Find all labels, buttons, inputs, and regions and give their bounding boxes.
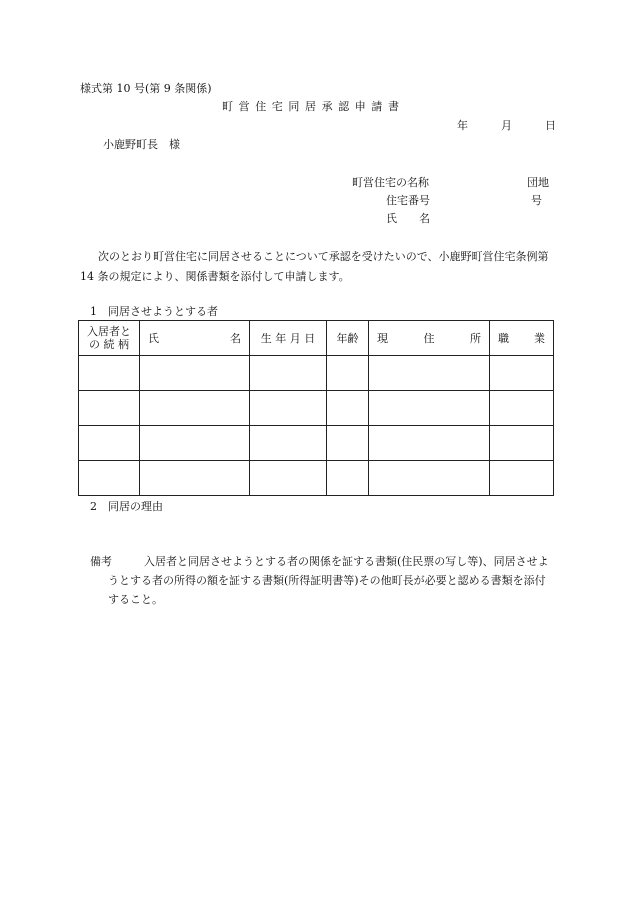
- header-address: [369, 321, 490, 356]
- cell-occupation[interactable]: [490, 391, 554, 426]
- form-number: 様式第 10 号(第 9 条関係): [80, 82, 212, 95]
- table-row: [79, 426, 554, 461]
- header-occupation-a: 職: [498, 332, 509, 345]
- addressee: 小鹿野町長 様: [103, 138, 180, 151]
- header-name-b: 名: [230, 332, 241, 345]
- header-address-a: 現: [377, 332, 388, 345]
- header-occupation-b: 業: [534, 332, 545, 345]
- cell-name[interactable]: [140, 426, 250, 461]
- cell-age[interactable]: [327, 426, 369, 461]
- date-month: 月: [501, 119, 512, 132]
- header-occupation: [490, 321, 554, 356]
- cell-name[interactable]: [140, 461, 250, 496]
- header-age: 年齢: [327, 321, 369, 356]
- cell-address[interactable]: [369, 391, 490, 426]
- housing-number-label: 住宅番号: [386, 194, 430, 207]
- cell-name[interactable]: [140, 391, 250, 426]
- cell-birthdate[interactable]: [250, 426, 327, 461]
- cell-occupation[interactable]: [490, 426, 554, 461]
- cohabitant-table: [78, 320, 554, 496]
- header-address-c: 所: [470, 332, 481, 345]
- table-row: [79, 391, 554, 426]
- header-name-a: 氏: [148, 332, 159, 345]
- housing-name-label: 町営住宅の名称: [352, 176, 429, 189]
- section2-title: 2 同居の理由: [90, 500, 163, 513]
- applicant-name-label: 氏 名: [386, 212, 430, 225]
- housing-name-unit: 団地: [527, 176, 549, 189]
- date-day: 日: [545, 119, 556, 132]
- header-relation-line2: の 続 柄: [89, 338, 129, 351]
- document-title: 町営住宅同居承認申請書: [222, 100, 405, 113]
- cell-birthdate[interactable]: [250, 461, 327, 496]
- remarks-block: [90, 552, 555, 609]
- date-year: 年: [457, 119, 468, 132]
- cell-age[interactable]: [327, 461, 369, 496]
- header-name: [140, 321, 250, 356]
- cell-age[interactable]: [327, 356, 369, 391]
- cell-relation[interactable]: [79, 426, 140, 461]
- cell-birthdate[interactable]: [250, 391, 327, 426]
- cell-relation[interactable]: [79, 391, 140, 426]
- cell-occupation[interactable]: [490, 461, 554, 496]
- cell-address[interactable]: [369, 426, 490, 461]
- cell-birthdate[interactable]: [250, 356, 327, 391]
- date-line: [457, 120, 556, 131]
- table-row: [79, 461, 554, 496]
- housing-number-unit: 号: [531, 194, 542, 207]
- remarks-label: 備考: [90, 555, 112, 568]
- table-header-row: [79, 321, 554, 356]
- cell-address[interactable]: [369, 356, 490, 391]
- cell-address[interactable]: [369, 461, 490, 496]
- table-row: [79, 356, 554, 391]
- application-body-text: 次のとおり町営住宅に同居させることについて承認を受けたいので、小鹿野町営住宅条例第 14 条の規定により、関係書類を添付して申請します。: [80, 250, 549, 283]
- cell-occupation[interactable]: [490, 356, 554, 391]
- header-address-b: 住: [423, 332, 435, 345]
- remarks-text: 入居者と同居させようとする者の関係を証する書類(住民票の写し等)、同居させようとする者の所得の額を証する書類(所得証明書等)その他町長が必要と認める書類を添付すること。: [108, 555, 549, 606]
- header-relation-line1: 入居者と: [87, 325, 131, 338]
- header-relation: [79, 321, 140, 356]
- cell-relation[interactable]: [79, 461, 140, 496]
- section1-title: 1 同居させようとする者: [90, 305, 218, 318]
- cell-age[interactable]: [327, 391, 369, 426]
- cell-relation[interactable]: [79, 356, 140, 391]
- header-birthdate: 生 年 月 日: [250, 321, 327, 356]
- cell-name[interactable]: [140, 356, 250, 391]
